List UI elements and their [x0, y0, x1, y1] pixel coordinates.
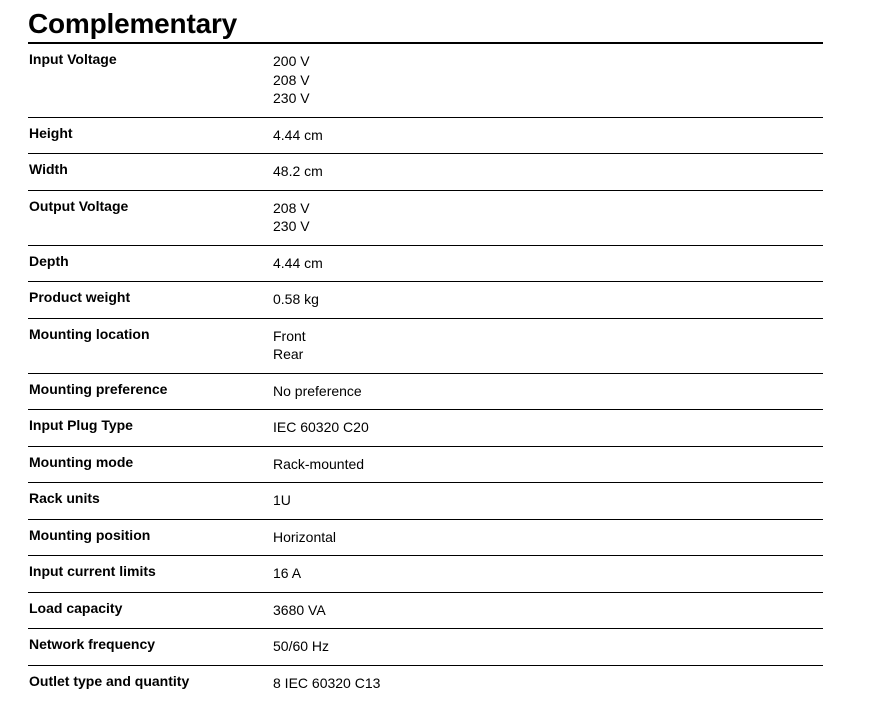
spec-label	[28, 556, 273, 593]
spec-value-lines	[273, 491, 823, 519]
spec-value-line: 16 A	[273, 564, 823, 583]
spec-value-lines	[273, 199, 823, 245]
spec-row	[28, 245, 823, 282]
spec-value-lines	[273, 52, 823, 117]
spec-value	[273, 446, 823, 483]
spec-value-line: 0.58 kg	[273, 290, 823, 309]
spec-row	[28, 44, 823, 117]
spec-label-text: Product weight	[29, 288, 273, 316]
spec-value-line: 48.2 cm	[273, 162, 823, 181]
spec-value	[273, 282, 823, 319]
spec-label-text: Input Voltage	[29, 50, 273, 78]
spec-value	[273, 556, 823, 593]
spec-row	[28, 483, 823, 520]
spec-value-line: 208 V	[273, 71, 823, 90]
spec-value	[273, 373, 823, 410]
spec-value-lines	[273, 637, 823, 665]
spec-value-line: 230 V	[273, 89, 823, 108]
spec-label	[28, 190, 273, 245]
spec-value-lines	[273, 455, 823, 483]
spec-value-line: 200 V	[273, 52, 823, 71]
spec-label-text: Mounting position	[29, 526, 273, 554]
spec-value-line: 208 V	[273, 199, 823, 218]
spec-value	[273, 190, 823, 245]
spec-label	[28, 44, 273, 117]
spec-value-lines	[273, 601, 823, 629]
spec-value	[273, 592, 823, 629]
spec-value-line: 4.44 cm	[273, 254, 823, 273]
spec-label	[28, 282, 273, 319]
spec-label	[28, 665, 273, 701]
spec-value	[273, 629, 823, 666]
spec-value	[273, 154, 823, 191]
spec-row	[28, 556, 823, 593]
spec-label-text: Outlet type and quantity	[29, 672, 273, 700]
spec-value-line: No preference	[273, 382, 823, 401]
spec-label	[28, 117, 273, 154]
spec-value	[273, 483, 823, 520]
spec-value-lines	[273, 327, 823, 373]
spec-value-line: Rack-mounted	[273, 455, 823, 474]
spec-label-text: Depth	[29, 252, 273, 280]
spec-table	[28, 44, 823, 701]
spec-value-line: Horizontal	[273, 528, 823, 547]
spec-label	[28, 483, 273, 520]
spec-row	[28, 629, 823, 666]
spec-row	[28, 190, 823, 245]
spec-label	[28, 519, 273, 556]
spec-value-lines	[273, 674, 823, 701]
spec-value	[273, 318, 823, 373]
spec-label-text: Output Voltage	[29, 197, 273, 225]
spec-value-line: 1U	[273, 491, 823, 510]
section-title: Complementary	[28, 0, 823, 42]
spec-row	[28, 665, 823, 701]
spec-label	[28, 446, 273, 483]
spec-value-lines	[273, 528, 823, 556]
spec-label-text: Load capacity	[29, 599, 273, 627]
spec-label-text: Input current limits	[29, 562, 273, 590]
spec-row	[28, 592, 823, 629]
spec-label	[28, 629, 273, 666]
spec-row	[28, 117, 823, 154]
spec-label-text: Rack units	[29, 489, 273, 517]
spec-value	[273, 665, 823, 701]
spec-value-line: 50/60 Hz	[273, 637, 823, 656]
spec-value	[273, 117, 823, 154]
spec-label-text: Network frequency	[29, 635, 273, 663]
spec-table-body	[28, 44, 823, 701]
spec-value-line: IEC 60320 C20	[273, 418, 823, 437]
spec-value-lines	[273, 382, 823, 410]
spec-label	[28, 318, 273, 373]
spec-label-text: Height	[29, 124, 273, 152]
spec-row	[28, 446, 823, 483]
spec-label-text: Mounting mode	[29, 453, 273, 481]
spec-row	[28, 519, 823, 556]
spec-label	[28, 410, 273, 447]
spec-value	[273, 410, 823, 447]
spec-value-lines	[273, 254, 823, 282]
spec-row	[28, 282, 823, 319]
spec-value-line: Front	[273, 327, 823, 346]
spec-value-lines	[273, 162, 823, 190]
spec-label-text: Width	[29, 160, 273, 188]
spec-label	[28, 245, 273, 282]
spec-value	[273, 519, 823, 556]
spec-label	[28, 373, 273, 410]
spec-row	[28, 373, 823, 410]
spec-label-text: Input Plug Type	[29, 416, 273, 444]
spec-value-lines	[273, 564, 823, 592]
spec-value-lines	[273, 418, 823, 446]
spec-value-line: 3680 VA	[273, 601, 823, 620]
spec-label	[28, 592, 273, 629]
spec-value-lines	[273, 290, 823, 318]
spec-value-line: Rear	[273, 345, 823, 364]
spec-label-text: Mounting preference	[29, 380, 273, 408]
spec-value	[273, 245, 823, 282]
spec-sheet	[28, 0, 823, 701]
spec-value-line: 8 IEC 60320 C13	[273, 674, 823, 693]
spec-value-line: 4.44 cm	[273, 126, 823, 145]
spec-label-text: Mounting location	[29, 325, 273, 353]
spec-row	[28, 318, 823, 373]
spec-value-line: 230 V	[273, 217, 823, 236]
spec-row	[28, 154, 823, 191]
spec-value-lines	[273, 126, 823, 154]
spec-row	[28, 410, 823, 447]
spec-value	[273, 44, 823, 117]
spec-label	[28, 154, 273, 191]
